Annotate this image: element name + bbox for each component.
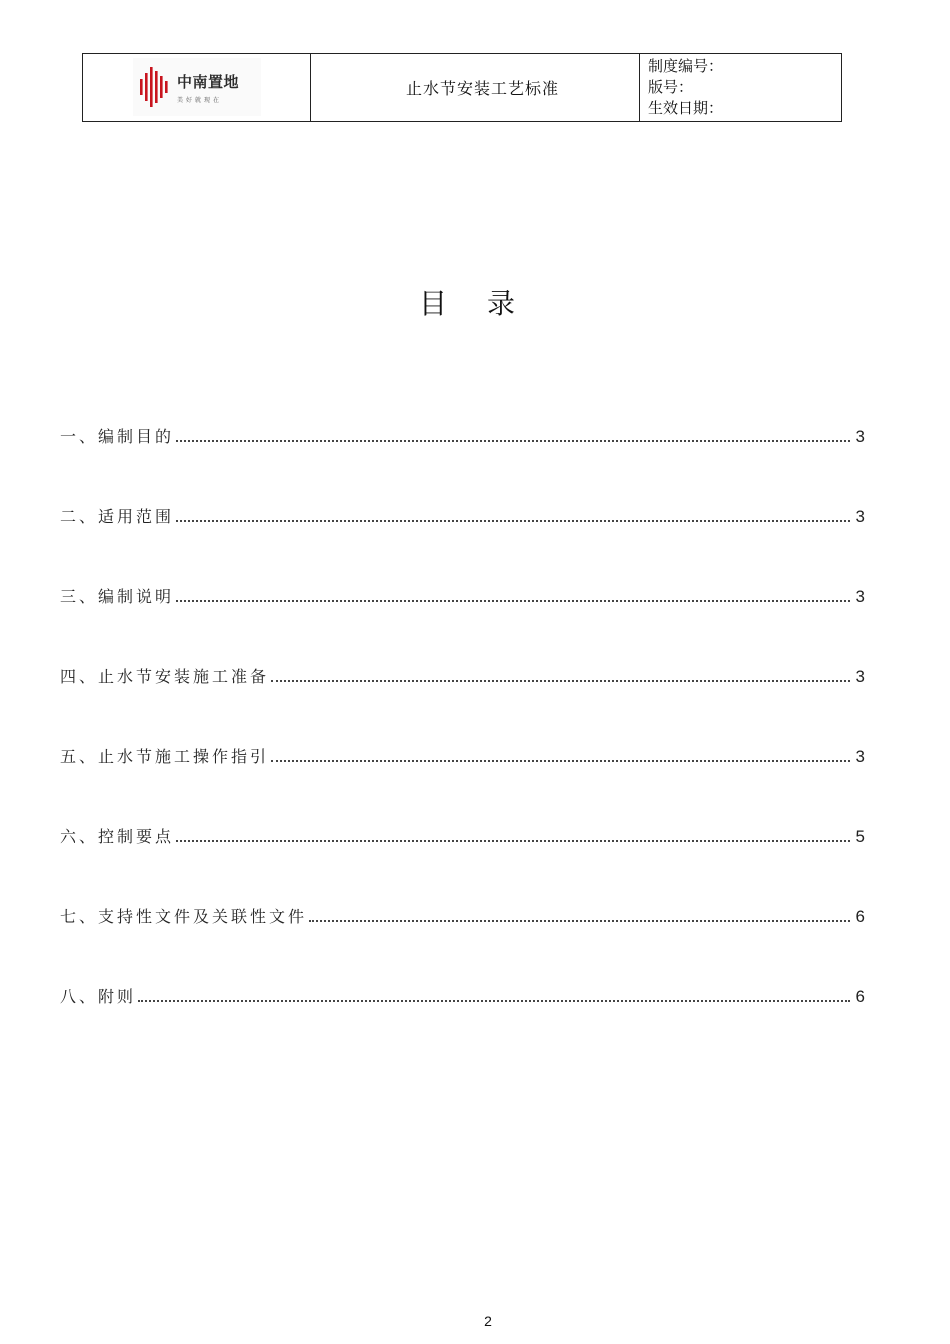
toc-entry[interactable] <box>60 984 865 1008</box>
toc-entry-label: 七、支持性文件及关联性文件 <box>60 907 308 926</box>
toc-entry[interactable] <box>60 424 865 448</box>
toc-entry-page: 6 <box>855 987 865 1006</box>
toc-entry[interactable] <box>60 504 865 528</box>
toc-dot-leader <box>176 840 850 842</box>
title-cell <box>311 54 640 121</box>
toc-entry-page: 3 <box>855 667 865 686</box>
toc-entry-label: 三、编制说明 <box>60 587 175 606</box>
toc-entry-page: 3 <box>855 587 865 606</box>
toc-entry-page: 6 <box>855 907 865 926</box>
toc-entry-label: 二、适用范围 <box>60 507 175 526</box>
document-header-table <box>82 53 842 122</box>
toc-list <box>60 424 865 1064</box>
page-number: 2 <box>484 1313 492 1329</box>
toc-dot-leader <box>271 760 850 762</box>
logo-slogan: 美好就现在 <box>177 96 223 104</box>
toc-dot-leader <box>138 1000 850 1002</box>
toc-entry-page: 3 <box>855 747 865 766</box>
toc-dot-leader <box>271 680 850 682</box>
toc-entry-page: 3 <box>855 427 865 446</box>
toc-dot-leader <box>176 600 850 602</box>
toc-entry[interactable] <box>60 744 865 768</box>
toc-entry-page: 5 <box>855 827 865 846</box>
company-logo <box>133 58 261 116</box>
logo-text-group <box>177 71 239 104</box>
toc-entry-page: 3 <box>855 507 865 526</box>
toc-entry[interactable] <box>60 584 865 608</box>
toc-entry[interactable] <box>60 664 865 688</box>
document-title: 止水节安装工艺标准 <box>405 79 559 98</box>
toc-entry-label: 六、控制要点 <box>60 827 175 846</box>
effective-date-label: 生效日期： <box>648 99 724 117</box>
toc-entry-label: 八、附则 <box>60 987 137 1006</box>
toc-dot-leader <box>176 520 850 522</box>
version-label: 版号： <box>648 78 694 96</box>
toc-entry-label: 四、止水节安装施工准备 <box>60 667 270 686</box>
logo-company-name: 中南置地 <box>177 72 240 91</box>
meta-cell <box>640 54 841 121</box>
toc-entry[interactable] <box>60 904 865 928</box>
doc-code-label: 制度编号： <box>648 57 724 75</box>
toc-dot-leader <box>176 440 850 442</box>
toc-entry-label: 五、止水节施工操作指引 <box>60 747 270 766</box>
toc-entry-label: 一、编制目的 <box>60 427 175 446</box>
toc-entry[interactable] <box>60 824 865 848</box>
logo-cell <box>83 54 311 121</box>
logo-bars-icon <box>139 65 171 109</box>
toc-heading: 目录 <box>418 287 555 320</box>
toc-dot-leader <box>309 920 850 922</box>
